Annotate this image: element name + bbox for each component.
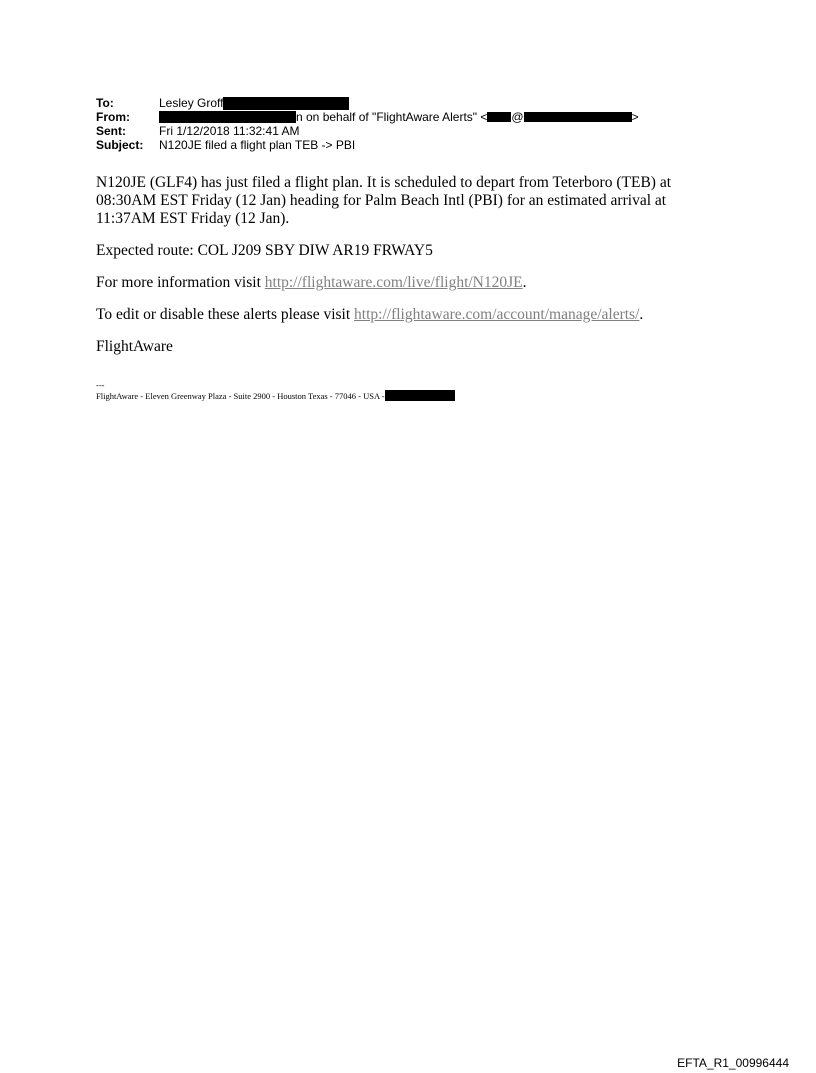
email-footer xyxy=(96,380,455,401)
redaction-block xyxy=(385,390,455,401)
route-paragraph: Expected route: COL J209 SBY DIW AR19 FRWAY5 xyxy=(96,242,433,259)
from-end: > xyxy=(631,110,639,124)
email-header xyxy=(96,96,639,152)
flight-plan-paragraph: N120JE (GLF4) has just filed a flight plan. It is scheduled to depart from Teterboro (TEB) at 08:30AM EST Friday (12 Jan) heading for Palm Beach Intl (PBI) for an estimated arrival at 11:37AM EST Friday (12 Jan). xyxy=(96,174,672,227)
to-row xyxy=(96,96,639,110)
email-body xyxy=(96,174,706,370)
alerts-link[interactable]: http://flightaware.com/account/manage/alerts/ xyxy=(354,306,640,323)
sent-row xyxy=(96,124,639,138)
alerts-paragraph xyxy=(96,306,706,324)
info-suffix: . xyxy=(522,274,527,291)
from-row xyxy=(96,110,639,124)
document-id: EFTA_R1_00996444 xyxy=(677,1056,789,1070)
from-at: @ xyxy=(511,110,524,124)
redaction-block xyxy=(524,112,632,122)
footer-separator: --- xyxy=(96,380,105,390)
redaction-block xyxy=(159,111,296,123)
info-paragraph xyxy=(96,274,706,292)
sent-label: Sent: xyxy=(96,124,126,138)
subject-label: Subject: xyxy=(96,138,144,152)
alerts-suffix: . xyxy=(639,306,644,323)
flight-link[interactable]: http://flightaware.com/live/flight/N120JE xyxy=(264,274,523,291)
alerts-prefix: To edit or disable these alerts please visit xyxy=(96,306,355,323)
from-text: n on behalf of "FlightAware Alerts" < xyxy=(296,110,488,124)
info-prefix: For more information visit xyxy=(96,274,265,291)
to-name: Lesley Groff xyxy=(159,96,224,110)
subject-row xyxy=(96,138,639,152)
from-value xyxy=(159,110,639,124)
from-label: From: xyxy=(96,110,130,124)
footer-address-line xyxy=(96,390,455,401)
to-value xyxy=(159,96,349,110)
subject-value: N120JE filed a flight plan TEB -> PBI xyxy=(159,138,356,152)
to-label: To: xyxy=(96,96,114,110)
redaction-block xyxy=(223,97,349,110)
footer-address: FlightAware - Eleven Greenway Plaza - Suite 2900 - Houston Texas - 77046 - USA - xyxy=(96,390,385,401)
redaction-block xyxy=(487,112,511,122)
sent-value: Fri 1/12/2018 11:32:41 AM xyxy=(159,124,300,138)
signature: FlightAware xyxy=(96,338,173,355)
